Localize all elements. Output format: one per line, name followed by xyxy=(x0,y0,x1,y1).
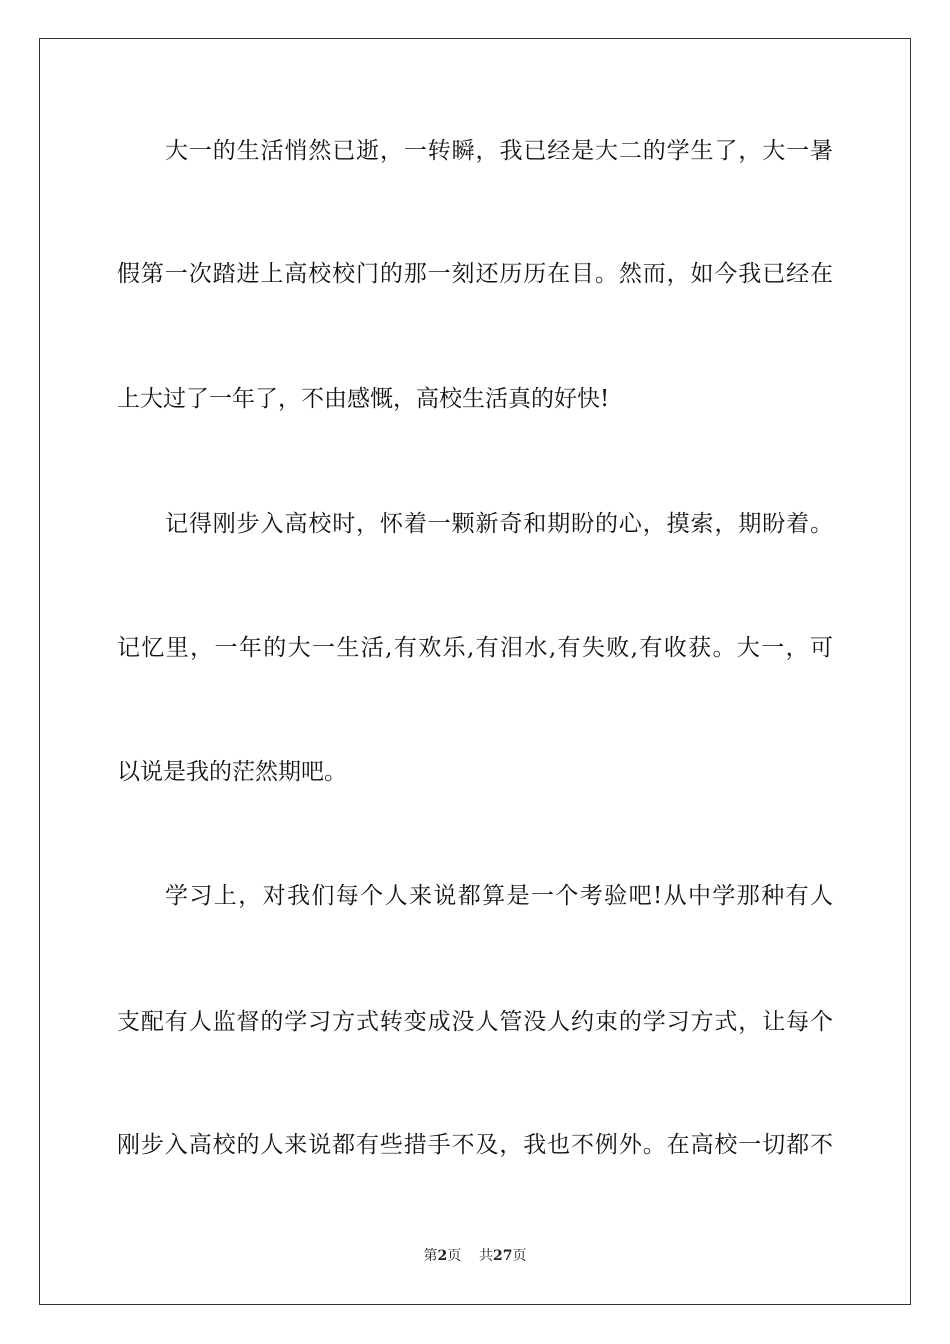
paragraph-1-line-1: 大一的生活悄然已逝，一转瞬，我已经是大二的学生了，大一暑 xyxy=(165,138,833,164)
page-frame xyxy=(39,38,911,1305)
total-suffix: 页 xyxy=(512,1248,527,1264)
page-current: 2 xyxy=(437,1248,448,1264)
paragraph-1-line-3: 上大过了一年了，不由感慨，高校生活真的好快! xyxy=(117,386,610,412)
paragraph-3-line-1: 学习上，对我们每个人来说都算是一个考验吧!从中学那种有人 xyxy=(165,883,833,909)
paragraph-2-line-1: 记得刚步入高校时，怀着一颗新奇和期盼的心，摸索，期盼着。 xyxy=(165,511,833,537)
paragraph-1-line-2: 假第一次踏进上高校校门的那一刻还历历在目。然而，如今我已经在 xyxy=(117,261,833,287)
page-suffix: 页 xyxy=(447,1248,462,1264)
paragraph-3-line-2: 支配有人监督的学习方式转变成没人管没人约束的学习方式，让每个 xyxy=(117,1009,833,1035)
paragraph-2-line-3: 以说是我的茫然期吧。 xyxy=(117,759,347,785)
page-footer xyxy=(0,1247,950,1265)
page-total: 27 xyxy=(493,1248,513,1264)
paragraph-3-line-3: 刚步入高校的人来说都有些措手不及，我也不例外。在高校一切都不 xyxy=(117,1132,833,1158)
paragraph-2-line-2: 记忆里，一年的大一生活,有欢乐,有泪水,有失败,有收获。大一，可 xyxy=(117,635,833,661)
total-prefix: 共 xyxy=(479,1248,494,1264)
page-prefix: 第 xyxy=(423,1248,438,1264)
